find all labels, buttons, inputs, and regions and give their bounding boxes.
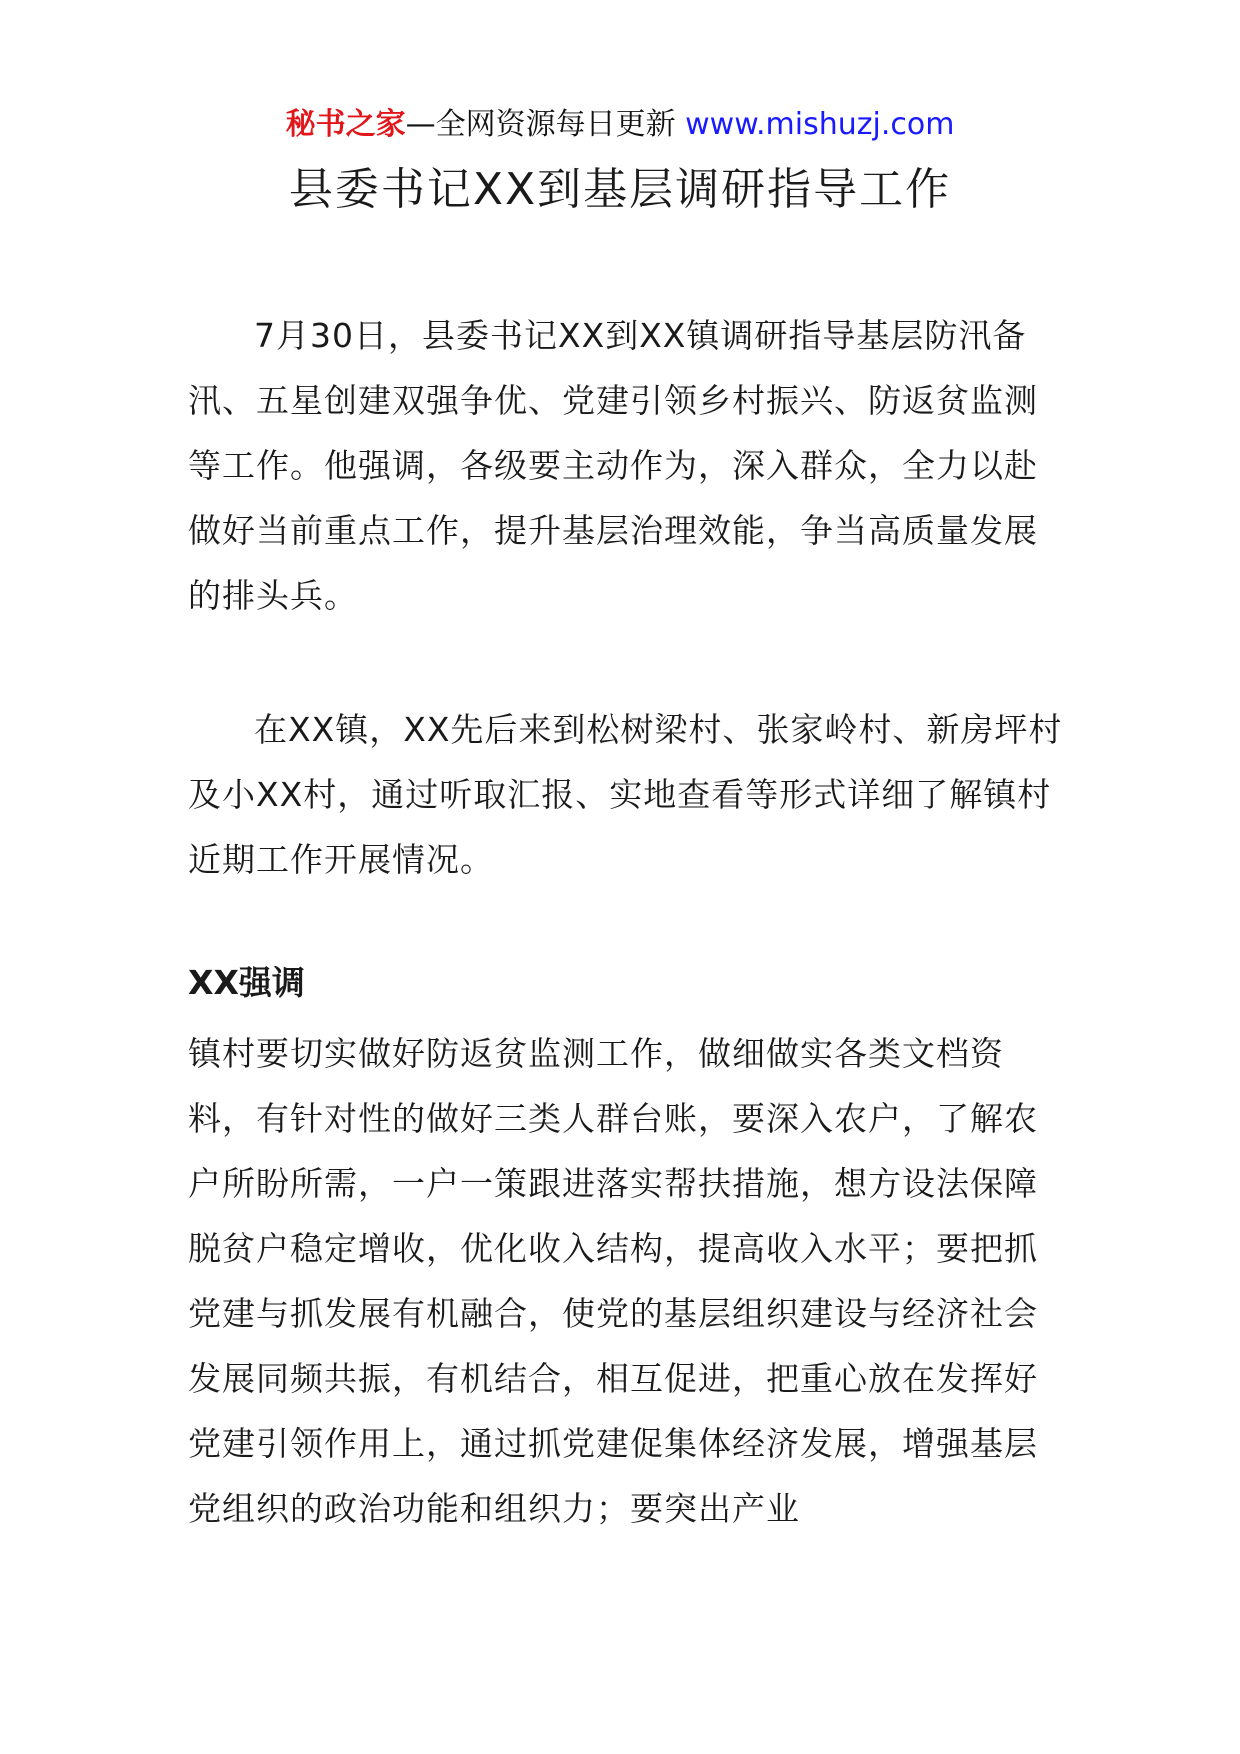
paragraph-visit: 在XX镇，XX先后来到松树梁村、张家岭村、新房坪村及小XX村，通过听取汇报、实地查看等形式详细了解镇村近期工作开展情况。	[188, 710, 1063, 879]
site-url-link[interactable]: www.mishuzj.com	[685, 107, 955, 142]
paragraph-emphasis: 镇村要切实做好防返贫监测工作，做细做实各类文档资料，有针对性的做好三类人群台账，要深入农户，了解农户所盼所需，一户一策跟进落实帮扶措施，想方设法保障脱贫户稳定增收，优化收入结构，提高收入水平；要把抓党建与抓发展有机融合，使党的基层组织建设与经济社会发展同频共振，有机结合，相互促进，把重心放在发挥好党建引领作用上，通过抓党建促集体经济发展，增强基层党组织的政治功能和组织力；要突出产业	[188, 1034, 1038, 1528]
brand-name: 秘书之家	[285, 107, 406, 142]
section-heading: XX强调	[188, 963, 305, 1002]
site-header	[0, 103, 1240, 147]
paragraph-intro: 7月30日，县委书记XX到XX镇调研指导基层防汛备汛、五星创建双强争优、党建引领乡村振兴、防返贫监测等工作。他强调，各级要主动作为，深入群众，全力以赴做好当前重点工作，提升基层治理效能，争当高质量发展的排头兵。	[188, 316, 1038, 615]
document-title: 县委书记XX到基层调研指导工作	[288, 164, 952, 215]
header-tagline: —全网资源每日更新	[405, 107, 676, 142]
